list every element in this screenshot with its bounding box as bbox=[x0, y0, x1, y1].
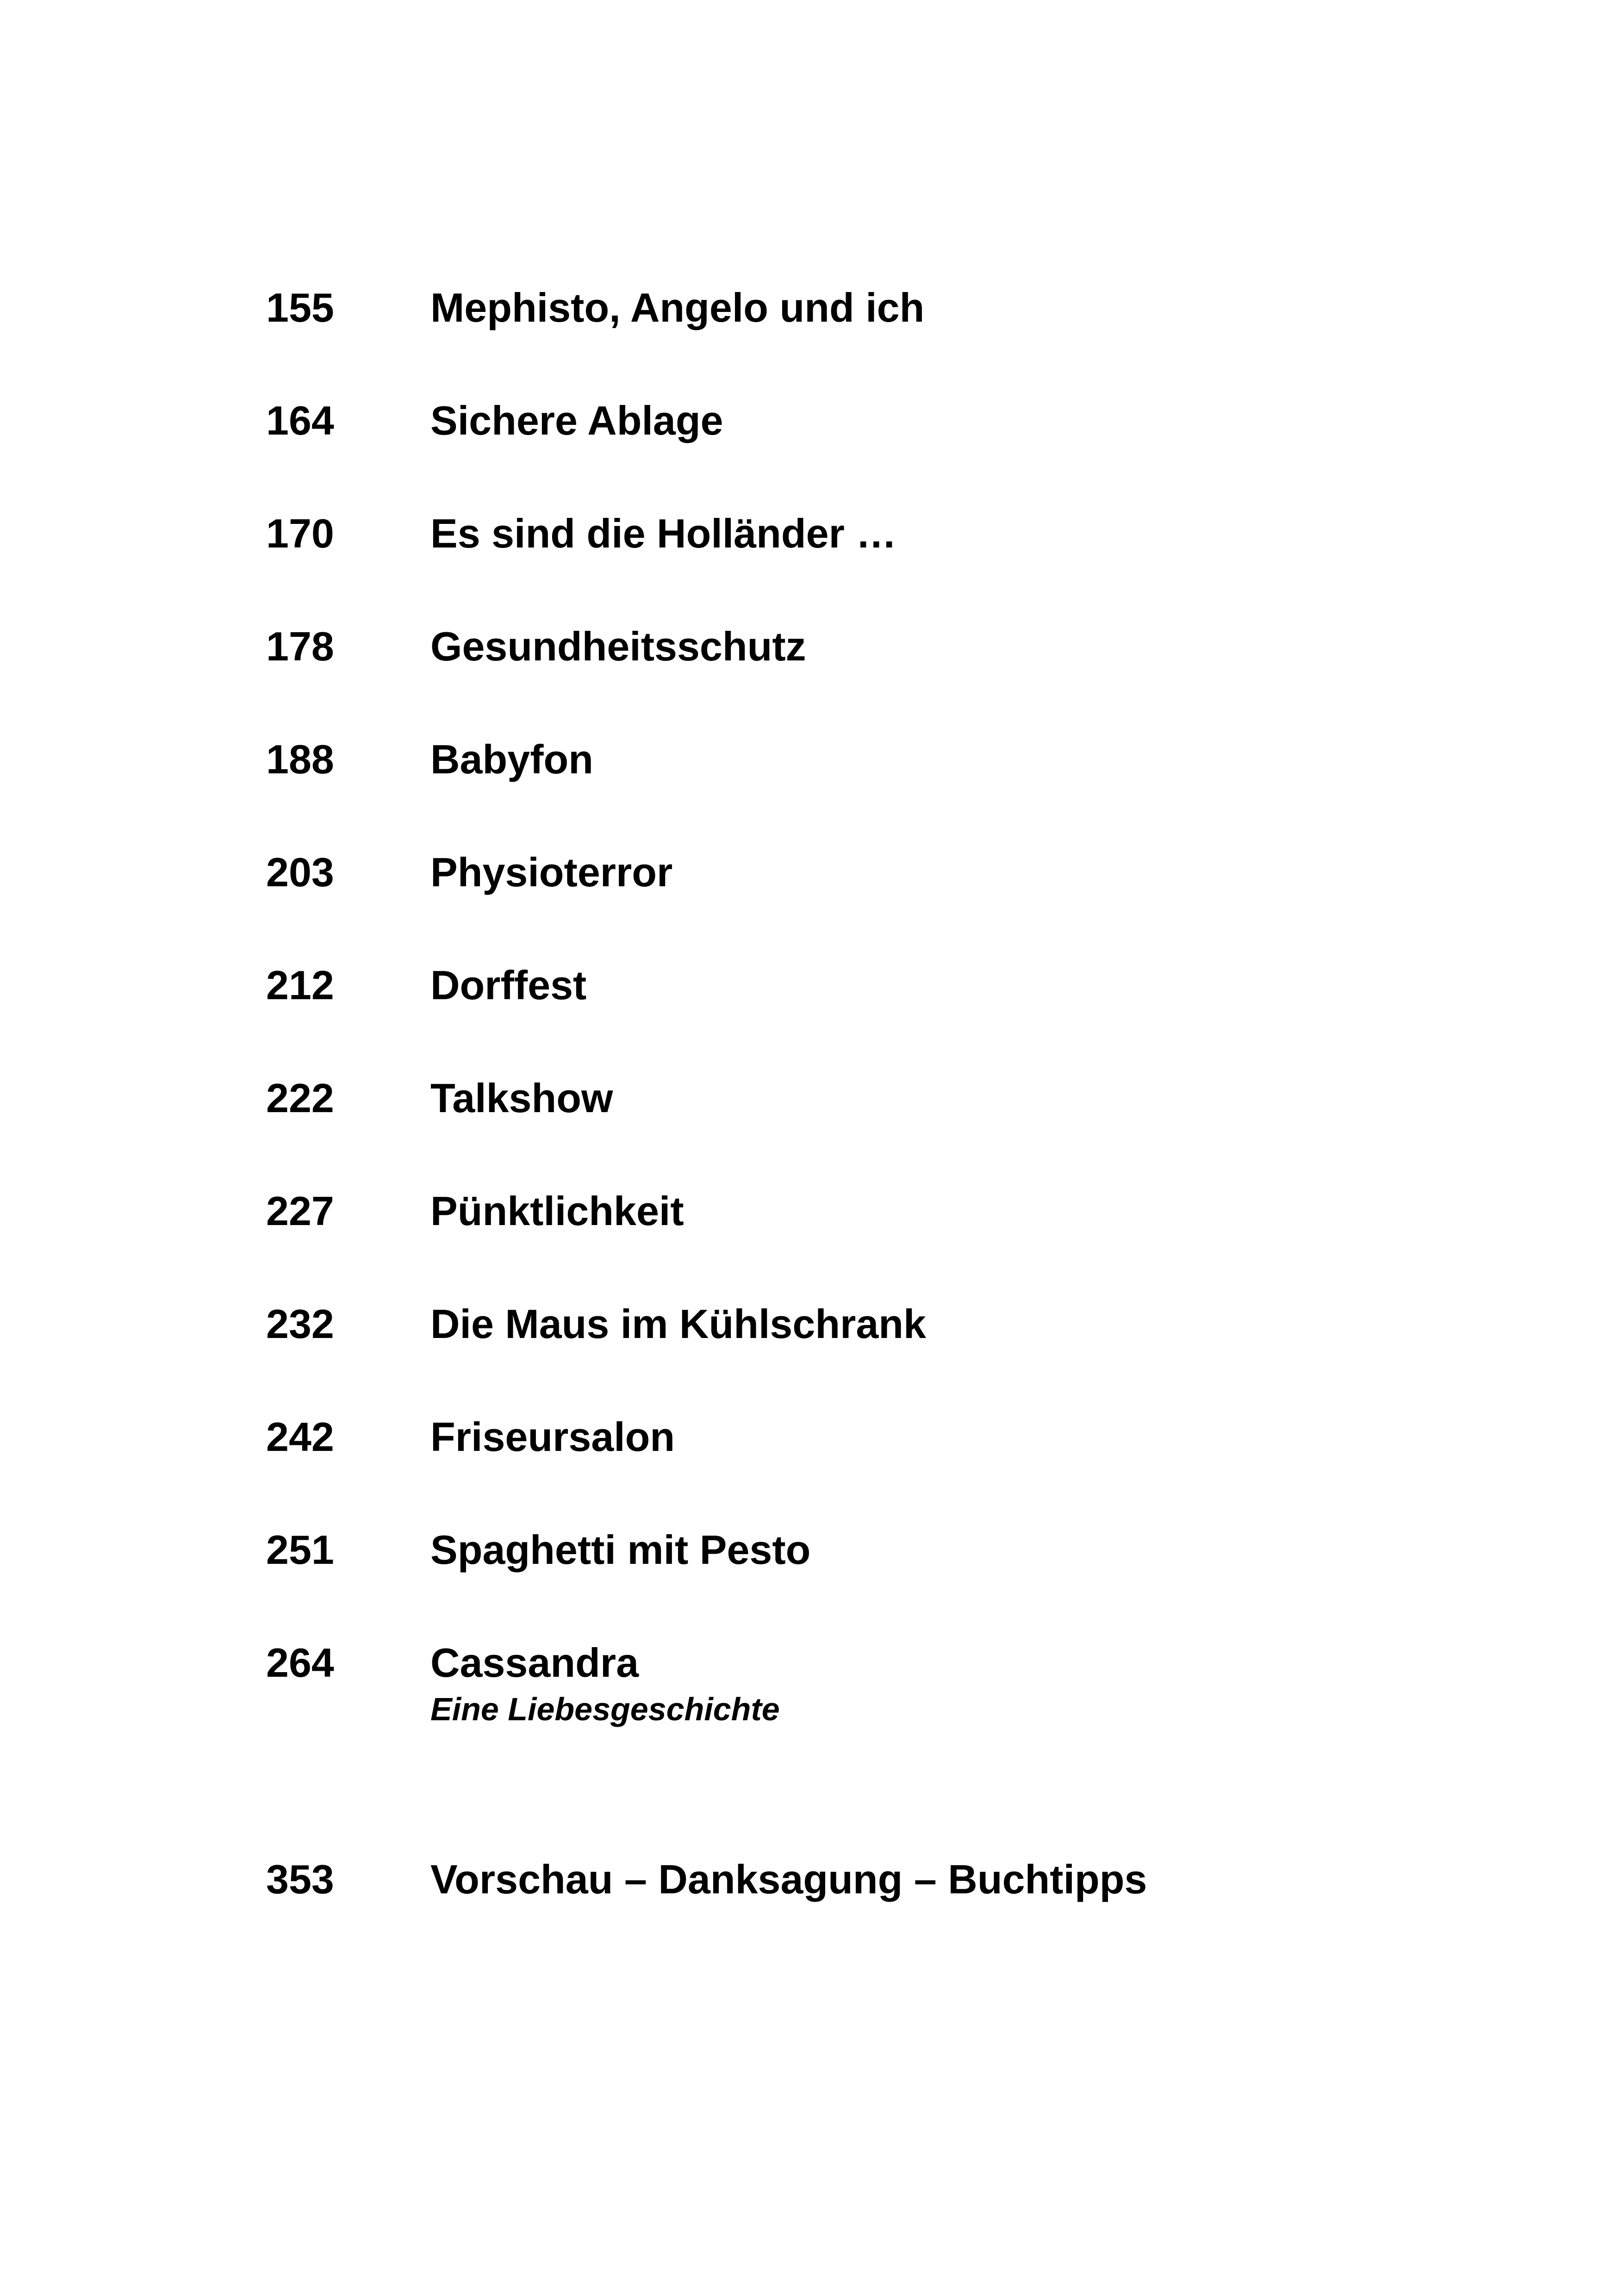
toc-page-number: 155 bbox=[266, 285, 334, 330]
toc-chapter-title: Friseursalon bbox=[430, 1414, 675, 1460]
toc-chapter-title: Vorschau – Danksagung – Buchtipps bbox=[430, 1856, 1147, 1902]
toc-entry bbox=[266, 1073, 1516, 1142]
toc-entry bbox=[266, 1524, 1516, 1594]
toc-page-number: 251 bbox=[266, 1527, 334, 1573]
toc-entry bbox=[266, 621, 1516, 691]
toc-page-number: 232 bbox=[266, 1301, 334, 1347]
toc-chapter-title: Gesundheitsschutz bbox=[430, 623, 806, 669]
toc-page-number: 170 bbox=[266, 510, 334, 556]
toc-entry bbox=[266, 1412, 1516, 1481]
toc-chapter-title: Sichere Ablage bbox=[430, 398, 723, 443]
toc-page-number: 242 bbox=[266, 1414, 334, 1460]
toc-chapter-title: Mephisto, Angelo und ich bbox=[430, 285, 925, 330]
toc-chapter-title: Die Maus im Kühlschrank bbox=[430, 1301, 926, 1347]
toc-entry bbox=[266, 1299, 1516, 1368]
toc-chapter-title: Spaghetti mit Pesto bbox=[430, 1527, 811, 1573]
toc-entry bbox=[266, 960, 1516, 1029]
toc-page-number: 188 bbox=[266, 736, 334, 782]
toc-chapter-title: Babyfon bbox=[430, 736, 593, 782]
toc-page-number: 212 bbox=[266, 962, 334, 1008]
toc-page-number: 227 bbox=[266, 1188, 334, 1234]
toc-entry bbox=[266, 395, 1516, 465]
toc-chapter-title: Es sind die Holländer … bbox=[430, 510, 897, 556]
toc-page-number: 353 bbox=[266, 1856, 334, 1902]
toc-entry bbox=[266, 734, 1516, 803]
toc-page-number: 203 bbox=[266, 849, 334, 895]
toc-page-number: 264 bbox=[266, 1640, 334, 1686]
toc-chapter-subtitle: Eine Liebesgeschichte bbox=[430, 1691, 780, 1727]
toc-page-number: 178 bbox=[266, 623, 334, 669]
toc-entry bbox=[266, 508, 1516, 578]
toc-page-number: 164 bbox=[266, 398, 334, 443]
toc-page-number: 222 bbox=[266, 1075, 334, 1121]
toc-entry bbox=[266, 1186, 1516, 1255]
toc-chapter-title: Physioterror bbox=[430, 849, 673, 895]
toc-entry bbox=[266, 847, 1516, 916]
toc-chapter-title: Talkshow bbox=[430, 1075, 613, 1121]
toc-chapter-title: Dorffest bbox=[430, 962, 587, 1008]
toc-chapter-title: Cassandra bbox=[430, 1640, 639, 1686]
toc-chapter-title: Pünktlichkeit bbox=[430, 1188, 684, 1234]
toc-entry bbox=[266, 282, 1516, 352]
toc-entry bbox=[266, 1854, 1516, 1923]
toc-entry bbox=[266, 1637, 1516, 1744]
